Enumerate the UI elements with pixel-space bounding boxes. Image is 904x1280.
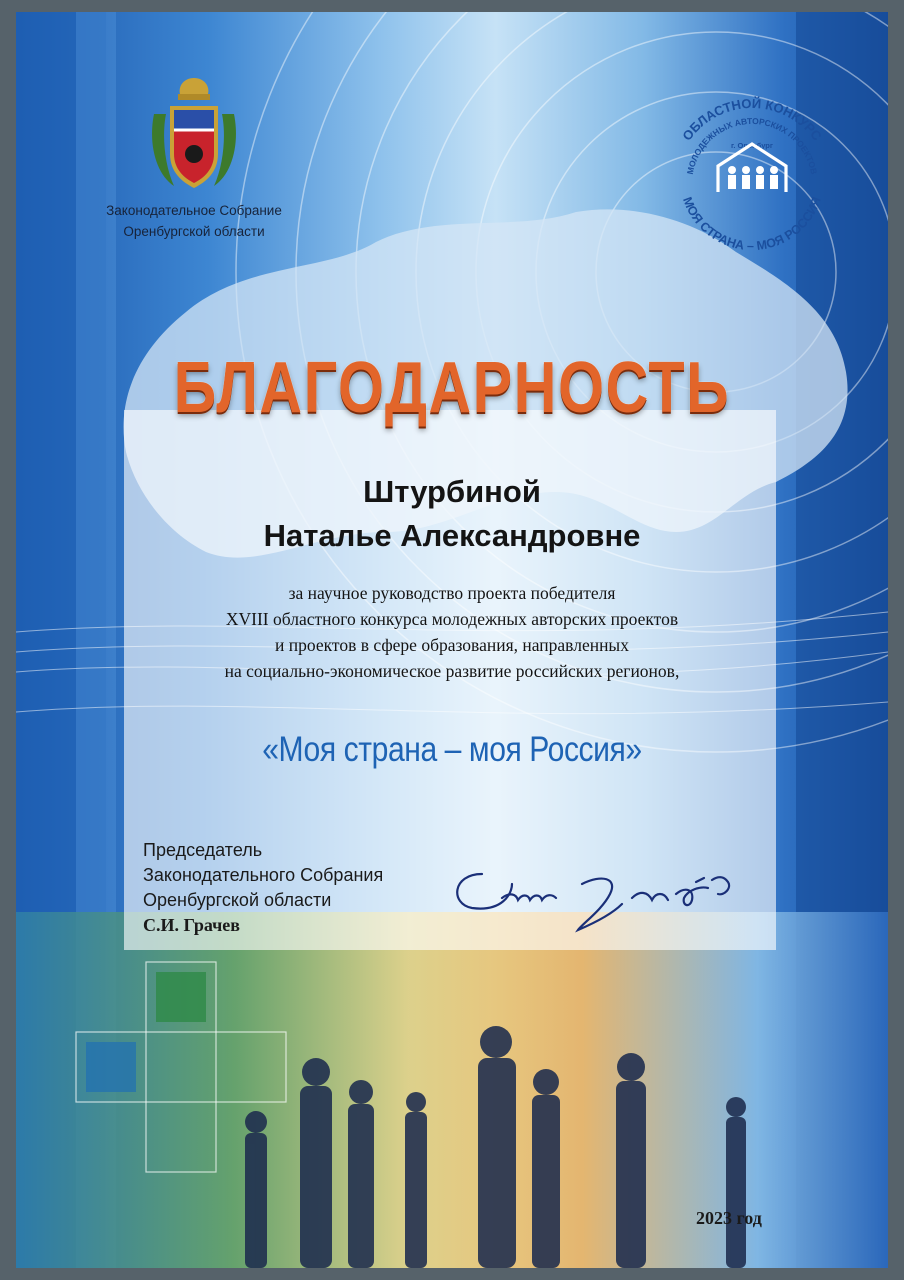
certificate-year: 2023 год <box>696 1208 762 1228</box>
certificate-sheet <box>16 12 888 1268</box>
svg-text:ОБЛАСТНОЙ КОНКУРС <box>679 96 825 144</box>
reason-line3: и проектов в сфере образования, направленных <box>275 635 629 655</box>
reason-line4: на социально-экономическое развитие российских регионов, <box>224 661 680 681</box>
coat-of-arms-emblem <box>144 74 244 198</box>
signatory-line3: Оренбургской области <box>143 890 332 910</box>
organization-line2: Оренбургской области <box>123 224 265 239</box>
reason-line1: за научное руководство проекта победителя <box>288 583 616 603</box>
logo-bottom-text: МОЯ СТРАНА – МОЯ РОССИЯ <box>680 195 824 254</box>
signatory-block <box>143 838 383 938</box>
reason-line2: XVIII областного конкурса молодежных авторских проектов <box>225 609 679 629</box>
signatory-line1: Председатель <box>143 840 263 860</box>
contest-logo <box>662 92 842 262</box>
organization-line1: Законодательное Собрание <box>106 203 282 218</box>
project-name: «Моя страна – моя Россия» <box>262 730 642 769</box>
certificate-title: БЛАГОДАРНОСТЬ <box>173 348 731 428</box>
svg-text:МОЯ СТРАНА – МОЯ РОССИЯ <box>680 195 824 253</box>
signatory-line2: Законодательного Собрания <box>143 865 384 885</box>
award-reason <box>16 580 888 684</box>
handwritten-signature <box>442 854 752 934</box>
signatory-name: С.И. Грачев <box>143 915 240 935</box>
recipient-given-name: Наталье Александровне <box>263 518 641 553</box>
logo-top-text: ОБЛАСТНОЙ КОНКУРС <box>679 95 825 144</box>
organization-name <box>94 200 294 242</box>
logo-city: г. Оренбург <box>731 141 773 150</box>
recipient-surname: Штурбиной <box>363 474 541 509</box>
logo-sub-text: МОЛОДЕЖНЫХ АВТОРСКИХ ПРОЕКТОВ <box>684 115 820 176</box>
